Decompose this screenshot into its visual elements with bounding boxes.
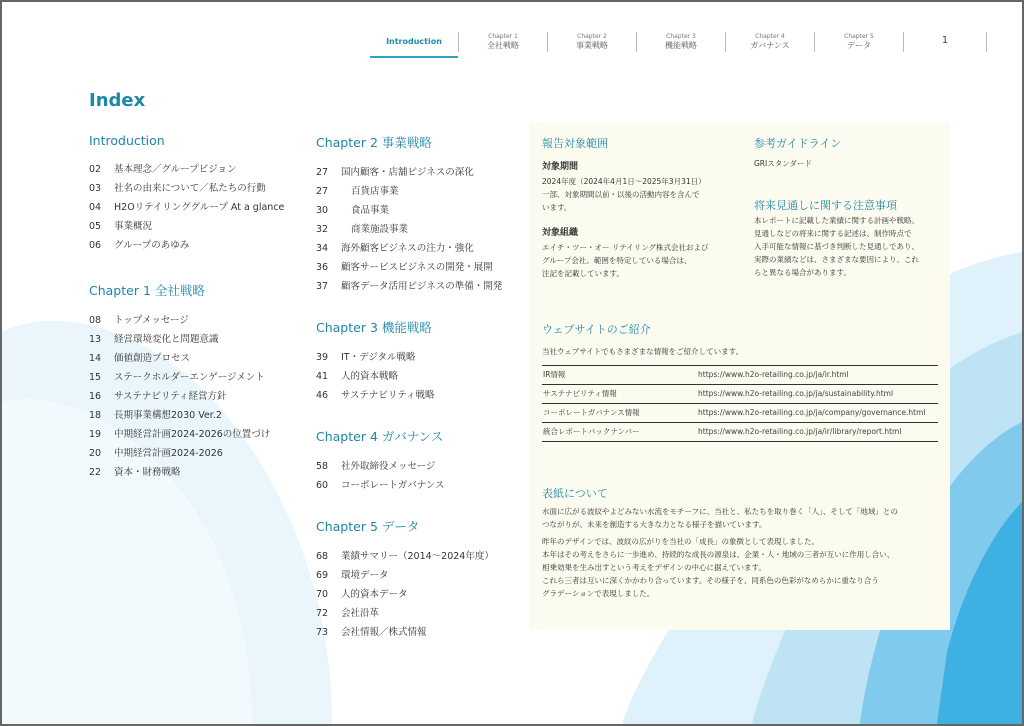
tab-chapter: Chapter 3 bbox=[666, 33, 696, 40]
guideline-title: 参考ガイドライン bbox=[754, 137, 842, 150]
index-item[interactable] bbox=[316, 258, 521, 277]
index-item[interactable] bbox=[316, 585, 521, 604]
page-number-box bbox=[903, 32, 987, 52]
text-line: つながりが、未来を創造する大きな力となる様子を描いています。 bbox=[542, 520, 767, 529]
index-item[interactable] bbox=[89, 349, 304, 368]
section-introduction bbox=[89, 133, 304, 255]
index-item[interactable] bbox=[89, 406, 304, 425]
link-url[interactable]: https://www.h2o-retailing.co.jp/ja/ir.html bbox=[698, 370, 849, 379]
tab-chapter-1[interactable] bbox=[458, 32, 547, 52]
item-label: 資本・財務戦略 bbox=[114, 467, 181, 478]
link-label: 統合レポートバックナンバー bbox=[543, 427, 640, 436]
page-num: 19 bbox=[89, 429, 102, 440]
website-intro: 当社ウェブサイトでもさまざまな情報をご紹介しています。 bbox=[542, 347, 744, 356]
section-chapter-3 bbox=[316, 318, 521, 405]
index-item[interactable] bbox=[89, 463, 304, 482]
text-line: グループ会社。範囲を特定している場合は、 bbox=[542, 256, 692, 265]
page-num: 15 bbox=[89, 372, 102, 383]
item-label: 長期事業構想2030 Ver.2 bbox=[114, 410, 222, 421]
text-line: 相乗効果を生み出すという考えをデザインの中心に据えています。 bbox=[542, 563, 766, 572]
section-title[interactable]: Chapter 5 データ bbox=[316, 519, 420, 534]
link-label: IR情報 bbox=[543, 370, 566, 379]
period-text bbox=[542, 175, 742, 214]
tab-label: 機能戦略 bbox=[665, 41, 697, 50]
table-row[interactable] bbox=[542, 423, 938, 442]
table-row[interactable] bbox=[542, 366, 938, 385]
website-table bbox=[542, 365, 938, 442]
item-label: 食品事業 bbox=[351, 205, 390, 216]
page-num: 18 bbox=[89, 410, 102, 421]
page-num: 22 bbox=[89, 467, 102, 478]
item-label: H2Oリテイリンググループ At a glance bbox=[114, 202, 285, 213]
tab-chapter: Chapter 4 bbox=[755, 33, 785, 40]
item-label: 商業施設事業 bbox=[351, 224, 409, 235]
link-url[interactable]: https://www.h2o-retailing.co.jp/ja/sustainability.html bbox=[698, 389, 894, 398]
index-item[interactable] bbox=[89, 311, 304, 330]
org-label: 対象組織 bbox=[542, 228, 579, 238]
item-label: トップメッセージ bbox=[114, 315, 189, 326]
page-num: 08 bbox=[89, 315, 102, 326]
item-label: 会社沿革 bbox=[341, 608, 380, 619]
item-label: 中期経営計画2024-2026の位置づけ bbox=[114, 429, 271, 440]
page-num: 32 bbox=[316, 224, 329, 235]
table-row[interactable] bbox=[542, 404, 938, 423]
index-item[interactable] bbox=[316, 604, 521, 623]
tab-chapter: Chapter 1 bbox=[488, 33, 518, 40]
page-num: 72 bbox=[316, 608, 329, 619]
item-label: 顧客サービスビジネスの開発・展開 bbox=[341, 262, 493, 273]
text-line: 注記を記載しています。 bbox=[542, 269, 624, 278]
index-item[interactable] bbox=[316, 163, 521, 182]
page-num: 30 bbox=[316, 205, 329, 216]
tab-label: ガバナンス bbox=[750, 41, 790, 50]
tab-label: Introduction bbox=[386, 37, 442, 46]
item-label: 社外取締役メッセージ bbox=[341, 461, 436, 472]
page-num: 73 bbox=[316, 627, 329, 638]
page-num: 36 bbox=[316, 262, 329, 273]
index-column-left bbox=[89, 133, 304, 504]
chapter-nav bbox=[370, 32, 987, 58]
text-line: 見通しなどの将来に関する記述は、制作時点で bbox=[754, 229, 912, 238]
scope-title: 報告対象範囲 bbox=[542, 137, 608, 150]
text-line: 一部、対象期間以前・以後の活動内容を含んで bbox=[542, 190, 700, 199]
page-num: 41 bbox=[316, 371, 329, 382]
forward-text bbox=[754, 214, 944, 279]
guideline-text: GRIスタンダード bbox=[754, 159, 812, 168]
text-line: らと異なる場合があります。 bbox=[754, 268, 851, 277]
item-label: 価値創造プロセス bbox=[114, 353, 191, 364]
tab-chapter-4[interactable] bbox=[725, 32, 814, 52]
index-column-middle bbox=[316, 133, 521, 664]
page-num: 06 bbox=[89, 240, 102, 251]
section-title[interactable]: Chapter 2 事業戦略 bbox=[316, 135, 432, 150]
text-line: います。 bbox=[542, 203, 572, 212]
index-item[interactable] bbox=[316, 182, 521, 201]
tab-chapter: Chapter 5 bbox=[844, 33, 874, 40]
index-item[interactable] bbox=[316, 220, 521, 239]
item-label: 国内顧客・店舗ビジネスの深化 bbox=[341, 167, 474, 178]
index-item[interactable] bbox=[89, 160, 304, 179]
item-label: 百貨店事業 bbox=[351, 186, 399, 197]
page-num: 05 bbox=[89, 221, 102, 232]
section-chapter-5 bbox=[316, 517, 521, 642]
index-item[interactable] bbox=[89, 425, 304, 444]
page-num: 46 bbox=[316, 390, 329, 401]
index-item[interactable] bbox=[89, 217, 304, 236]
index-item[interactable] bbox=[89, 179, 304, 198]
item-label: 海外顧客ビジネスの注力・強化 bbox=[341, 243, 474, 254]
page-num: 27 bbox=[316, 186, 329, 197]
page-num: 70 bbox=[316, 589, 329, 600]
item-label: 環境データ bbox=[341, 570, 389, 581]
tab-chapter-3[interactable] bbox=[636, 32, 725, 52]
item-label: 顧客データ活用ビジネスの準備・開発 bbox=[341, 281, 503, 292]
index-item[interactable] bbox=[316, 277, 521, 296]
index-item[interactable] bbox=[316, 476, 521, 495]
forward-title: 将来見通しに関する注意事項 bbox=[754, 199, 897, 212]
item-label: 会社情報／株式情報 bbox=[341, 627, 427, 638]
item-label: 中期経営計画2024-2026 bbox=[114, 448, 223, 459]
index-item[interactable] bbox=[316, 623, 521, 642]
text-line: グラデーションで表現しました。 bbox=[542, 589, 655, 598]
page-num: 14 bbox=[89, 353, 102, 364]
page-num: 03 bbox=[89, 183, 102, 194]
tab-chapter: Chapter 2 bbox=[577, 33, 607, 40]
item-label: 経営環境変化と問題意識 bbox=[114, 334, 219, 345]
text-line: 水面に広がる波紋やよどみない水流をモチーフに、当社と、私たちを取り巻く「人」、そして「地域」との bbox=[542, 507, 898, 516]
index-item[interactable] bbox=[89, 330, 304, 349]
info-panel bbox=[529, 122, 950, 630]
index-item[interactable] bbox=[316, 367, 521, 386]
item-label: 社名の由来について／私たちの行動 bbox=[114, 183, 266, 194]
section-title[interactable]: Chapter 3 機能戦略 bbox=[316, 320, 432, 335]
tab-label: 事業戦略 bbox=[576, 41, 608, 50]
page-title: Index bbox=[89, 90, 146, 111]
org-text bbox=[542, 241, 742, 280]
link-url[interactable]: https://www.h2o-retailing.co.jp/ja/company/governance.html bbox=[698, 408, 926, 417]
item-label: ステークホルダーエンゲージメント bbox=[114, 372, 265, 383]
text-line: 実際の業績などは、さまざまな要因により、これ bbox=[754, 255, 919, 264]
cover-paragraph-1 bbox=[542, 505, 942, 531]
text-line: 本レポートに記載した業績に関する計画や戦略、 bbox=[754, 216, 919, 225]
page-num: 58 bbox=[316, 461, 329, 472]
section-chapter-4 bbox=[316, 427, 521, 495]
item-label: 事業概況 bbox=[114, 221, 153, 232]
section-chapter-2 bbox=[316, 133, 521, 296]
page-num: 34 bbox=[316, 243, 329, 254]
index-item[interactable] bbox=[89, 368, 304, 387]
text-line: 入手可能な情報に基づき判断した見通しであり、 bbox=[754, 242, 919, 251]
tab-label: データ bbox=[847, 41, 871, 50]
page-num: 20 bbox=[89, 448, 102, 459]
index-item[interactable] bbox=[89, 198, 304, 217]
text-line: これら三者は互いに深くかかわり合っています。その様子を、同系色の色彩がなめらかに重なり合う bbox=[542, 576, 879, 585]
page-num: 04 bbox=[89, 202, 102, 213]
text-line: 2024年度（2024年4月1日～2025年3月31日） bbox=[542, 177, 706, 186]
index-item[interactable] bbox=[316, 386, 521, 405]
item-label: グループのあゆみ bbox=[114, 240, 190, 251]
item-label: 人的資本データ bbox=[341, 589, 408, 600]
cover-title: 表紙について bbox=[542, 487, 608, 500]
tab-introduction[interactable] bbox=[370, 32, 458, 52]
index-item[interactable] bbox=[316, 348, 521, 367]
item-label: 基本理念／グループビジョン bbox=[114, 164, 237, 175]
index-item[interactable] bbox=[316, 457, 521, 476]
tab-chapter-5[interactable] bbox=[814, 32, 903, 52]
cover-paragraph-2 bbox=[542, 535, 942, 600]
tab-label: 全社戦略 bbox=[487, 41, 519, 50]
page-num: 16 bbox=[89, 391, 102, 402]
index-item[interactable] bbox=[89, 444, 304, 463]
item-label: 業績サマリー（2014～2024年度） bbox=[341, 551, 494, 562]
page-num: 39 bbox=[316, 352, 329, 363]
text-line: 本年はその考えをさらに一歩進め、持続的な成長の源泉は、企業・人・地域の三者が互いに作用し合い、 bbox=[542, 550, 895, 559]
item-label: コーポレートガバナンス bbox=[341, 480, 445, 491]
page-num: 27 bbox=[316, 167, 329, 178]
link-url[interactable]: https://www.h2o-retailing.co.jp/ja/ir/library/report.html bbox=[698, 427, 902, 436]
link-label: サステナビリティ情報 bbox=[543, 389, 617, 398]
page-num: 37 bbox=[316, 281, 329, 292]
text-line: 昨年のデザインでは、波紋の広がりを当社の「成長」の象徴として表現しました。 bbox=[542, 537, 819, 546]
page-number: 1 bbox=[941, 35, 949, 46]
item-label: IT・デジタル戦略 bbox=[341, 352, 416, 363]
section-chapter-1 bbox=[89, 281, 304, 482]
period-label: 対象期間 bbox=[542, 162, 579, 172]
page-num: 02 bbox=[89, 164, 102, 175]
text-line: エイチ・ツー・オー リテイリング株式会社および bbox=[542, 243, 709, 252]
item-label: サステナビリティ戦略 bbox=[341, 390, 435, 401]
index-item[interactable] bbox=[89, 387, 304, 406]
page-num: 60 bbox=[316, 480, 329, 491]
tab-chapter-2[interactable] bbox=[547, 32, 636, 52]
page-num: 13 bbox=[89, 334, 102, 345]
page-num: 68 bbox=[316, 551, 329, 562]
section-title[interactable]: Chapter 4 ガバナンス bbox=[316, 429, 444, 444]
website-title: ウェブサイトのご紹介 bbox=[542, 323, 651, 336]
section-title[interactable]: Chapter 1 全社戦略 bbox=[89, 283, 205, 298]
index-item[interactable] bbox=[316, 547, 521, 566]
index-item[interactable] bbox=[316, 201, 521, 220]
section-title[interactable]: Introduction bbox=[89, 133, 165, 148]
index-item[interactable] bbox=[316, 566, 521, 585]
index-item[interactable] bbox=[316, 239, 521, 258]
table-row[interactable] bbox=[542, 385, 938, 404]
index-item[interactable] bbox=[89, 236, 304, 255]
item-label: 人的資本戦略 bbox=[341, 371, 399, 382]
item-label: サステナビリティ経営方針 bbox=[114, 391, 227, 402]
link-label: コーポレートガバナンス情報 bbox=[543, 408, 640, 417]
page-num: 69 bbox=[316, 570, 329, 581]
